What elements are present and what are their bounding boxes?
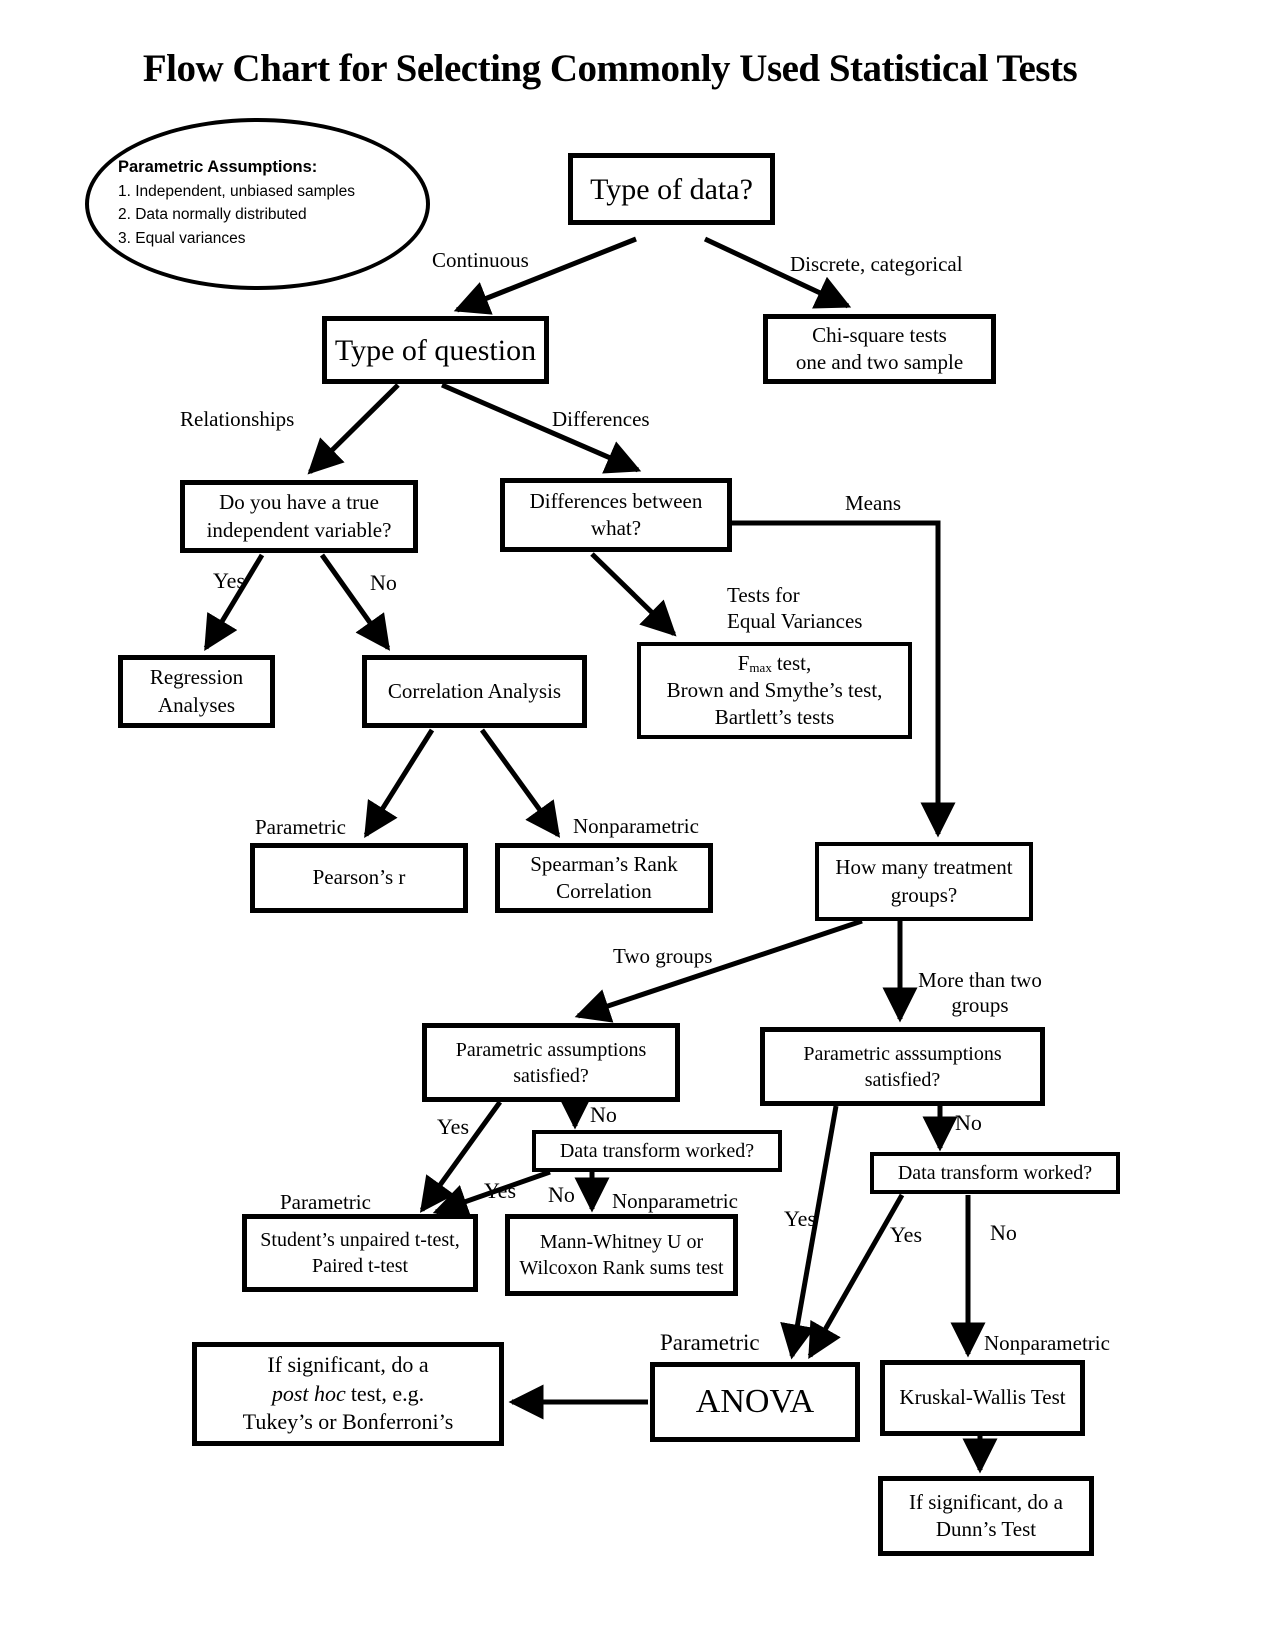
fmax-rest: test, — [776, 650, 812, 675]
node-post-hoc — [192, 1342, 504, 1446]
node-correlation-analysis — [362, 655, 587, 728]
edge-corr-parametric — [366, 730, 432, 835]
node-parametric-assumptions-two — [422, 1023, 680, 1102]
node-text-posthoc — [272, 1380, 424, 1409]
node-text: Data transform worked? — [559, 1140, 755, 1162]
edge-iv-no — [322, 555, 388, 648]
node-text: satisfied? — [513, 1064, 589, 1087]
label-student-parametric: Parametric — [280, 1190, 371, 1214]
node-text: Dunn’s Test — [935, 1517, 1037, 1541]
label-line: Tests for — [727, 583, 800, 607]
fmax-f: F — [737, 650, 750, 675]
label-pa-more-yes: Yes — [784, 1206, 817, 1231]
node-kruskal-wallis — [880, 1360, 1085, 1436]
label-corr-nonparametric: Nonparametric — [573, 814, 699, 838]
node-text: Pearson’s r — [312, 865, 406, 890]
label-dt-more-yes: Yes — [890, 1222, 923, 1247]
node-mann-whitney — [505, 1214, 738, 1296]
label-dt-more-no: No — [990, 1220, 1017, 1245]
node-text: Chi-square tests — [812, 322, 947, 347]
node-text: Correlation — [556, 879, 652, 903]
label-tests-for-equal-variances — [727, 582, 862, 634]
edge-diff-variance-tests — [592, 554, 674, 634]
node-text: Analyses — [158, 692, 235, 717]
node-text: ANOVA — [695, 1382, 815, 1420]
node-text: Bartlett’s tests — [714, 705, 835, 730]
node-text: How many treatment — [835, 855, 1013, 880]
label-more-than-two-groups — [900, 968, 1060, 1018]
node-text: Student’s unpaired t-test, — [260, 1229, 460, 1251]
label-pa-two-no: No — [590, 1102, 617, 1127]
assumption-item: 1. Independent, unbiased samples — [118, 182, 355, 200]
node-text: Parametric asssumptions — [803, 1042, 1002, 1065]
node-text: one and two sample — [795, 350, 964, 374]
label-pa-two-yes: Yes — [437, 1114, 470, 1139]
edge-corr-nonparametric — [482, 730, 558, 835]
label-dt-two-no: No — [548, 1182, 575, 1207]
posthoc-italic: post hoc — [271, 1380, 346, 1406]
node-anova — [650, 1362, 860, 1442]
label-iv-no: No — [370, 570, 397, 595]
fmax-subscript: max — [749, 659, 772, 675]
posthoc-rest: test, e.g. — [350, 1380, 425, 1406]
node-text: Type of data? — [590, 172, 753, 206]
node-differences-between-what — [500, 478, 732, 552]
node-equal-variance-tests — [637, 642, 912, 739]
label-line: Equal Variances — [727, 609, 863, 633]
label-iv-yes: Yes — [213, 568, 246, 593]
node-text: Do you have a true — [219, 490, 379, 515]
node-text: Wilcoxon Rank sums test — [519, 1257, 724, 1279]
label-dt-two-yes: Yes — [484, 1178, 517, 1203]
node-text: Differences between — [529, 488, 703, 513]
node-text: Correlation Analysis — [387, 678, 562, 703]
node-text: Tukey’s or Bonferroni’s — [242, 1409, 454, 1435]
label-continuous: Continuous — [432, 248, 529, 272]
node-text: Kruskal-Wallis Test — [899, 1385, 1066, 1410]
node-dunns-test — [878, 1476, 1094, 1556]
node-how-many-groups — [815, 842, 1033, 921]
label-mw-nonparametric: Nonparametric — [612, 1189, 738, 1213]
node-regression-analyses — [118, 655, 275, 728]
label-anova-parametric: Parametric — [660, 1330, 760, 1355]
assumptions-heading: Parametric Assumptions: — [118, 158, 318, 176]
node-text: Regression — [149, 665, 244, 690]
label-differences: Differences — [552, 407, 650, 431]
label-relationships: Relationships — [180, 407, 295, 431]
node-pearsons-r — [250, 843, 468, 913]
label-discrete-categorical: Discrete, categorical — [790, 252, 963, 276]
edge-dt-more-yes — [810, 1195, 902, 1356]
node-data-transform-more — [870, 1152, 1120, 1194]
node-text: Data transform worked? — [897, 1162, 1093, 1184]
node-text: Brown and Smythe’s test, — [666, 677, 883, 702]
node-text: what? — [590, 516, 642, 540]
edge-question-relationships — [310, 385, 398, 472]
label-line: groups — [951, 993, 1009, 1017]
label-corr-parametric: Parametric — [255, 815, 346, 839]
node-student-t-test — [242, 1214, 478, 1292]
node-spearmans-rank — [495, 843, 713, 913]
node-text-fmax — [738, 650, 812, 677]
node-type-of-question — [322, 316, 549, 384]
node-parametric-assumptions-more — [760, 1027, 1045, 1106]
assumption-item: 3. Equal variances — [118, 229, 246, 247]
label-line: More than two — [918, 968, 1042, 992]
node-text: If significant, do a — [909, 1489, 1063, 1514]
node-text: Spearman’s Rank — [530, 851, 678, 876]
node-text: Type of question — [334, 333, 537, 367]
page-title: Flow Chart for Selecting Commonly Used Statistical Tests — [142, 47, 1078, 90]
node-text: Parametric assumptions — [455, 1038, 647, 1061]
node-type-of-data — [568, 153, 775, 225]
node-text: Paired t-test — [311, 1255, 409, 1277]
node-text: groups? — [890, 882, 958, 907]
label-two-groups: Two groups — [613, 944, 713, 968]
node-data-transform-two — [532, 1130, 782, 1172]
node-text: Mann-Whitney U or — [539, 1231, 704, 1253]
assumptions-note — [118, 156, 418, 250]
label-means: Means — [845, 491, 901, 515]
node-text: satisfied? — [864, 1068, 941, 1091]
label-pa-more-no: No — [955, 1110, 982, 1135]
assumption-item: 2. Data normally distributed — [118, 206, 307, 223]
node-true-independent-variable — [180, 480, 418, 553]
node-text: independent variable? — [206, 517, 392, 542]
node-chi-square — [763, 314, 996, 384]
node-text: If significant, do a — [267, 1352, 429, 1378]
label-kw-nonparametric: Nonparametric — [984, 1331, 1110, 1355]
